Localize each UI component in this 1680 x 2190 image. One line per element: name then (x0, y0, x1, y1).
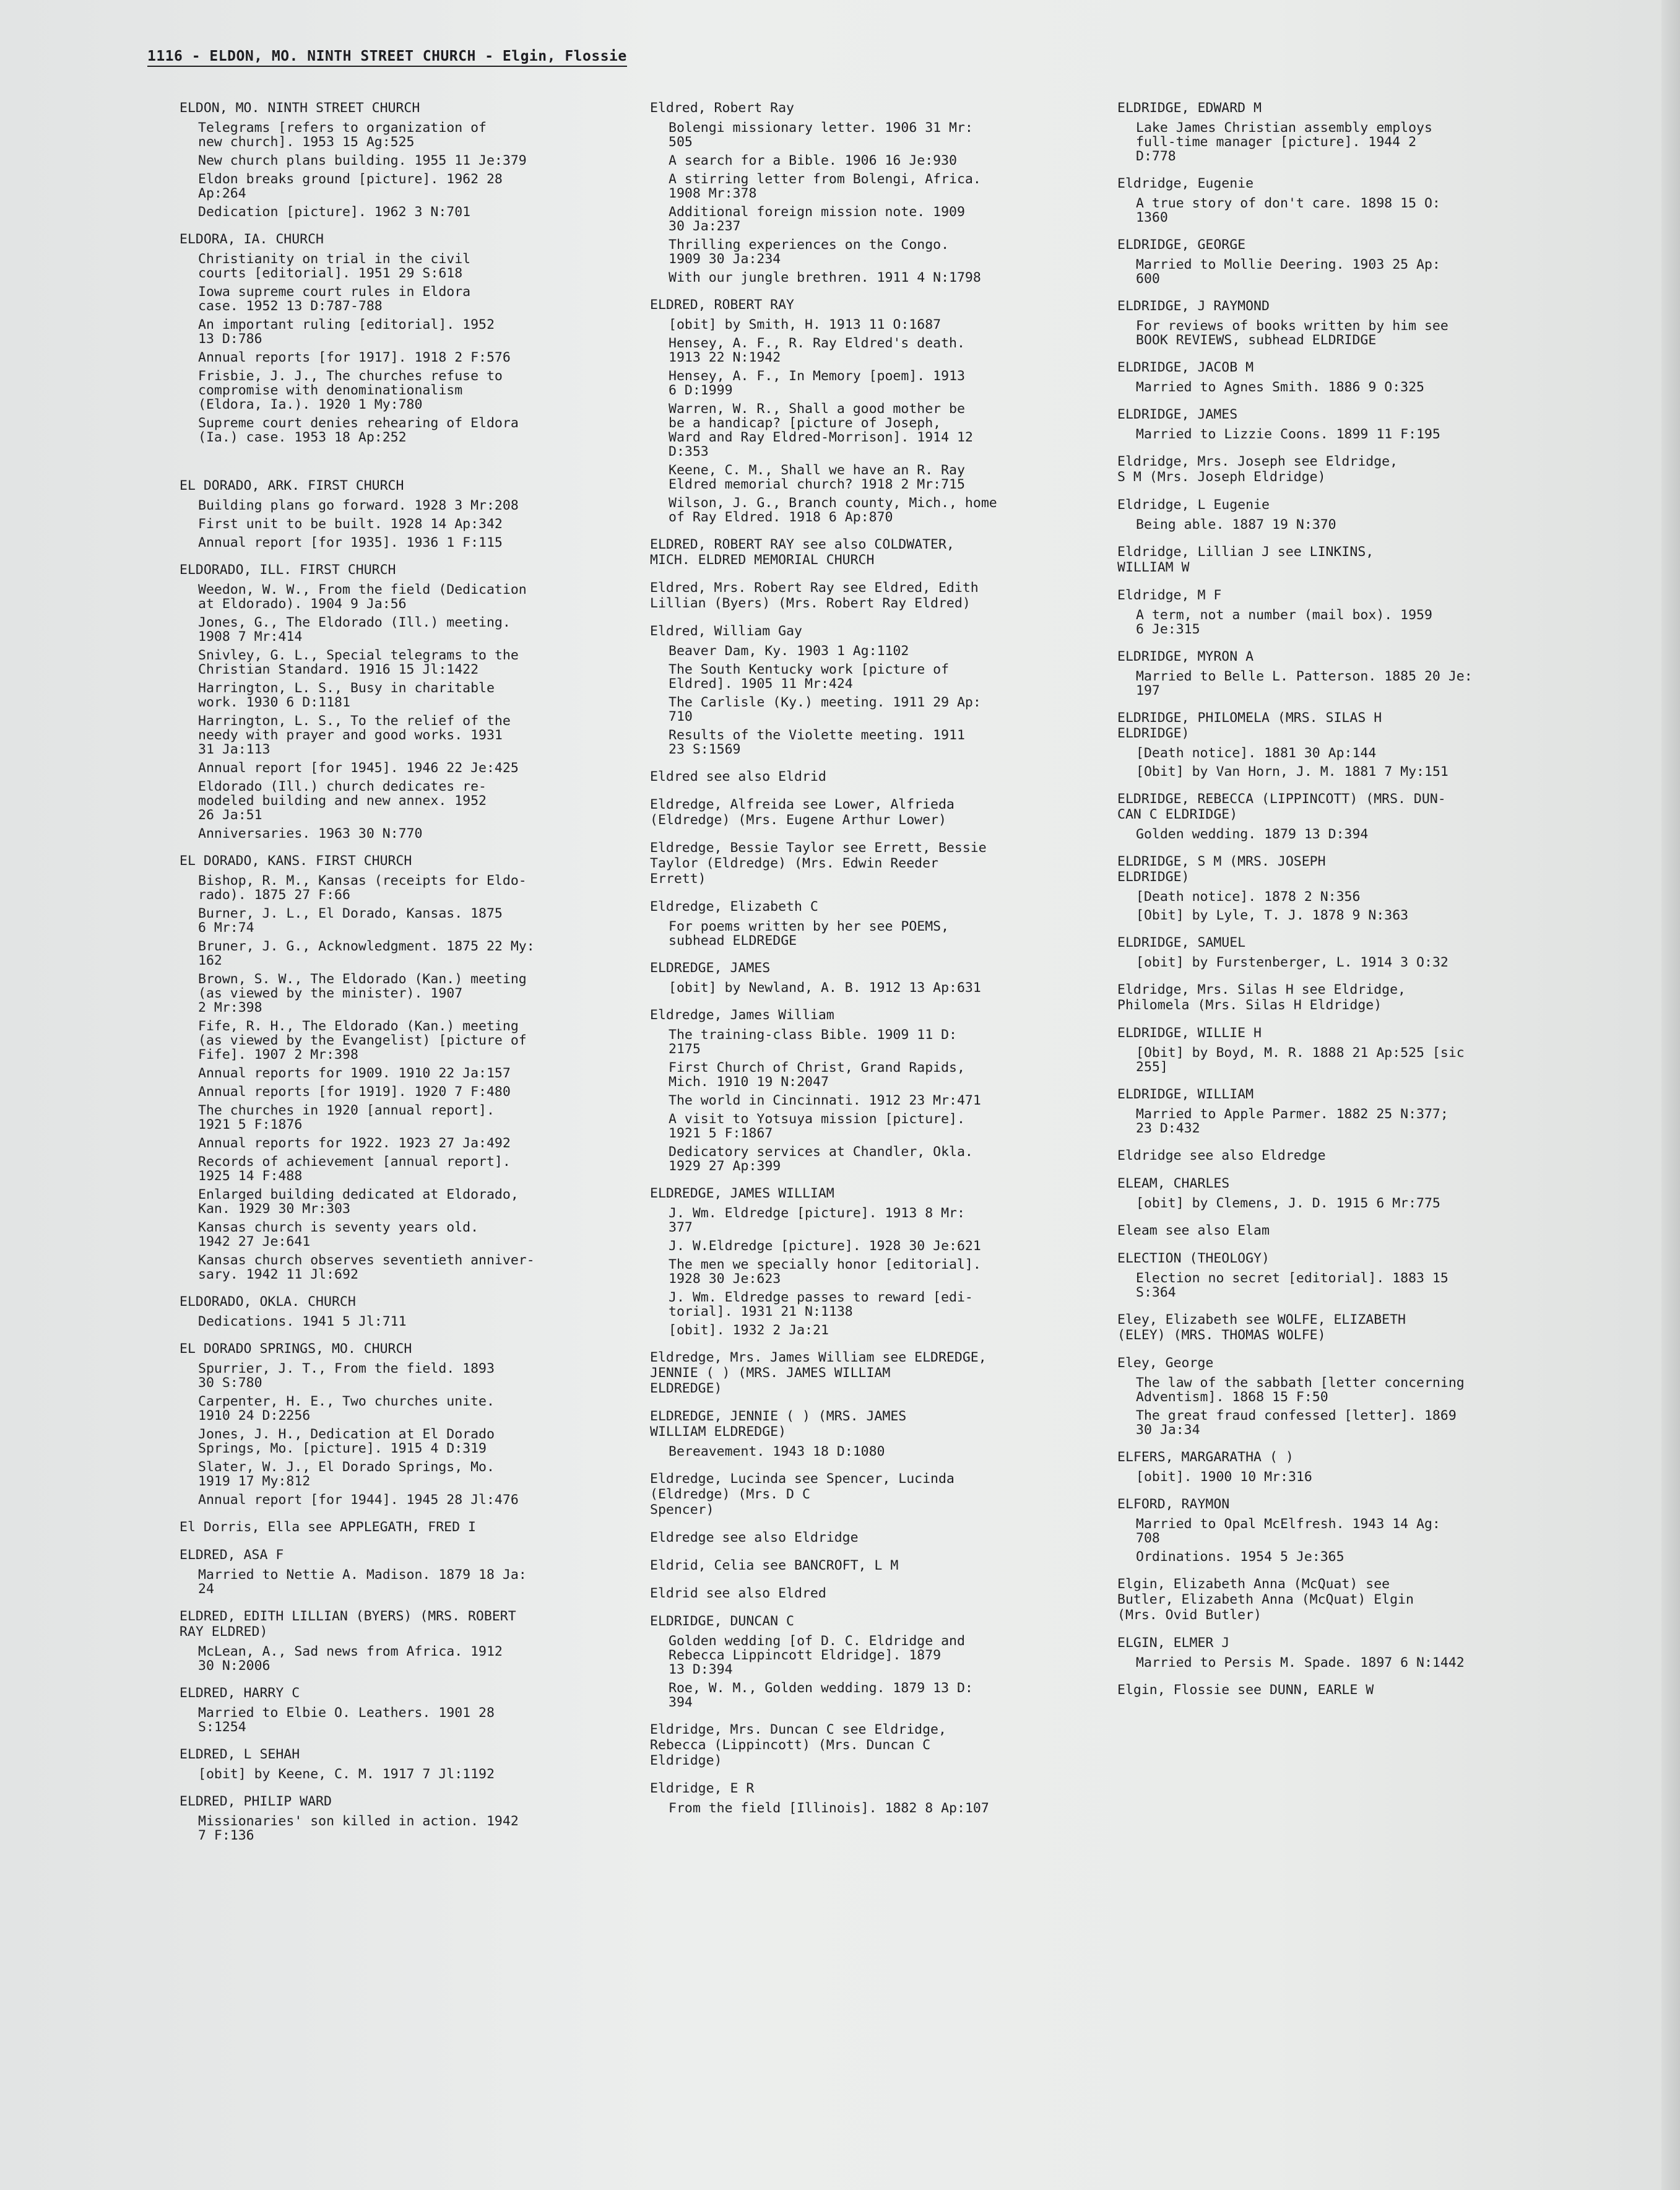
index-entry (180, 100, 625, 219)
entry-citation: The training-class Bible. 1909 11 D: 2175 (669, 1027, 957, 1057)
entry-citation: Missionaries' son killed in action. 1942 7 F:136 (198, 1814, 519, 1843)
entry-heading: Eldredge, James William (650, 1007, 834, 1023)
index-entry (650, 624, 1083, 757)
index-entry (1117, 1312, 1575, 1343)
entry-heading: ELDRED, ROBERT RAY (650, 297, 794, 313)
entry-citation: Eldorado (Ill.) church dedicates re- modeled building and new annex. 1952 26 Ja:51 (198, 779, 487, 823)
index-entry (650, 960, 1083, 995)
index-entry (1117, 497, 1575, 532)
entry-citation: [obit]. 1900 10 Mr:316 (1136, 1469, 1312, 1485)
entry-citation: Carpenter, H. E., Two churches unite. 1910 24 D:2256 (198, 1394, 495, 1423)
index-entry (180, 1747, 625, 1781)
entry-citation: Annual reports for 1922. 1923 27 Ja:492 (198, 1136, 511, 1151)
entry-citation: Christianity on trial in the civil courts [editorial]. 1951 29 S:618 (198, 251, 471, 281)
entry-citation: The law of the sabbath [letter concerning Adventism]. 1868 15 F:50 (1136, 1375, 1465, 1405)
index-entry (1117, 588, 1575, 637)
entry-citation: Married to Persis M. Spade. 1897 6 N:1442 (1136, 1655, 1465, 1671)
entry-citation: [Death notice]. 1881 30 Ap:144 (1136, 745, 1377, 761)
entry-citation: Warren, W. R., Shall a good mother be be a handicap? [picture of Joseph, Ward and Ray Eldred-Morrison]. 1914 12 D:353 (669, 401, 973, 459)
entry-citation: J. Wm. Eldredge [picture]. 1913 8 Mr: 377 (669, 1206, 965, 1235)
entry-heading: ELGIN, ELMER J (1117, 1635, 1230, 1651)
index-entry (650, 840, 1083, 887)
entry-heading: ELDRIDGE, REBECCA (LIPPINCOTT) (MRS. DUN- CAN C ELDRIDGE) (1117, 791, 1446, 822)
entry-heading: Eldredge, Elizabeth C (650, 899, 818, 915)
entry-heading: ELDRED, ASA F (180, 1547, 284, 1563)
entry-citation: Married to Nettie A. Madison. 1879 18 Ja: 24 (198, 1567, 527, 1597)
index-entry (1117, 791, 1575, 841)
entry-citation: Married to Agnes Smith. 1886 9 O:325 (1136, 380, 1424, 395)
index-entry (1117, 298, 1575, 347)
entry-heading: El Dorris, Ella see APPLEGATH, FRED I (180, 1519, 476, 1535)
index-entry (650, 769, 1083, 784)
entry-heading: Eldred see also Eldrid (650, 769, 826, 784)
entry-citation: Married to Apple Parmer. 1882 25 N:377; 23 D:432 (1136, 1106, 1448, 1136)
index-entry (650, 1530, 1083, 1545)
index-entry (180, 232, 625, 445)
entry-heading: EL DORADO SPRINGS, MO. CHURCH (180, 1341, 412, 1357)
index-entry (1117, 1087, 1575, 1136)
entry-citation: The men we specially honor [editorial]. 1928 30 Je:623 (669, 1257, 981, 1287)
entry-heading: ELEAM, CHARLES (1117, 1176, 1230, 1191)
index-entry (650, 537, 1083, 568)
index-entry (1117, 854, 1575, 923)
entry-heading: Eldridge, Mrs. Joseph see Eldridge, S M (Mrs. Joseph Eldridge) (1117, 454, 1398, 485)
entry-heading: ELDREDGE, JAMES (650, 960, 771, 976)
index-entry (650, 1614, 1083, 1710)
index-entry (1117, 407, 1575, 441)
entry-citation: Being able. 1887 19 N:370 (1136, 517, 1336, 532)
index-entry (650, 1007, 1083, 1173)
entry-heading: ELDREDGE, JAMES WILLIAM (650, 1186, 834, 1201)
entry-citation: Kansas church observes seventieth anniver- sary. 1942 11 Jl:692 (198, 1253, 535, 1282)
entry-heading: Eldrid see also Eldred (650, 1586, 826, 1601)
index-entry (1117, 1148, 1575, 1163)
entry-citation: Dedications. 1941 5 Jl:711 (198, 1314, 407, 1329)
page-header: 1116 - ELDON, MO. NINTH STREET CHURCH - Elgin, Flossie (147, 48, 627, 67)
entry-heading: ELDRED, ROBERT RAY see also COLDWATER, MICH. ELDRED MEMORIAL CHURCH (650, 537, 955, 568)
entry-citation: A true story of don't care. 1898 15 O: 1360 (1136, 196, 1440, 225)
entry-heading: ELDRIDGE, J RAYMOND (1117, 298, 1270, 314)
entry-heading: ELDRED, L SEHAH (180, 1747, 300, 1762)
index-entry (1117, 1223, 1575, 1238)
entry-citation: Lake James Christian assembly employs full-time manager [picture]. 1944 2 D:778 (1136, 120, 1432, 164)
index-entry (1117, 1576, 1575, 1623)
entry-citation: Bishop, R. M., Kansas (receipts for Eldo- rado). 1875 27 F:66 (198, 873, 527, 903)
entry-heading: Eldredge, Bessie Taylor see Errett, Bessie Taylor (Eldredge) (Mrs. Edwin Reeder Errett) (650, 840, 987, 887)
index-entry (650, 899, 1083, 948)
entry-citation: Married to Mollie Deering. 1903 25 Ap: 600 (1136, 257, 1440, 287)
entry-citation: Hensey, A. F., R. Ray Eldred's death. 1913 22 N:1942 (669, 336, 965, 365)
entry-citation: A visit to Yotsuya mission [picture]. 1921 5 F:1867 (669, 1111, 965, 1141)
entry-citation: Annual report [for 1945]. 1946 22 Je:425 (198, 760, 519, 776)
entry-citation: Annual report [for 1944]. 1945 28 Jl:476 (198, 1492, 519, 1508)
entry-heading: ELFORD, RAYMON (1117, 1497, 1230, 1512)
entry-heading: ELDRIDGE, SAMUEL (1117, 935, 1246, 950)
entry-citation: New church plans building. 1955 11 Je:379 (198, 153, 527, 168)
entry-citation: [Death notice]. 1878 2 N:356 (1136, 889, 1361, 905)
index-entry (180, 853, 625, 1282)
entry-citation: Anniversaries. 1963 30 N:770 (198, 826, 423, 841)
index-entry (1117, 710, 1575, 779)
entry-citation: With our jungle brethren. 1911 4 N:1798 (669, 270, 981, 285)
entry-heading: ELDRIDGE, DUNCAN C (650, 1614, 794, 1629)
entry-heading: Elgin, Flossie see DUNN, EARLE W (1117, 1682, 1374, 1698)
entry-citation: Jones, G., The Eldorado (Ill.) meeting. 1908 7 Mr:414 (198, 615, 511, 645)
entry-citation: Dedication [picture]. 1962 3 N:701 (198, 204, 471, 220)
entry-citation: Golden wedding. 1879 13 D:394 (1136, 827, 1369, 842)
entry-citation: Bruner, J. G., Acknowledgment. 1875 22 My: 162 (198, 939, 535, 968)
index-entry (1117, 1251, 1575, 1300)
entry-heading: ELDRED, HARRY C (180, 1685, 300, 1701)
entry-citation: A stirring letter from Bolengi, Africa. 1908 Mr:378 (669, 172, 981, 201)
entry-citation: An important ruling [editorial]. 1952 13 D:786 (198, 317, 495, 347)
entry-citation: Additional foreign mission note. 1909 30 Ja:237 (669, 204, 965, 234)
entry-heading: Eldred, William Gay (650, 624, 802, 639)
index-entry (650, 1186, 1083, 1337)
entry-citation: A search for a Bible. 1906 16 Je:930 (669, 153, 957, 168)
entry-citation: Harrington, L. S., Busy in charitable work. 1930 6 D:1181 (198, 680, 495, 710)
index-entry (650, 297, 1083, 524)
index-entry (1117, 237, 1575, 286)
entry-citation: [Obit] by Lyle, T. J. 1878 9 N:363 (1136, 908, 1409, 923)
entry-citation: Harrington, L. S., To the relief of the needy with prayer and good works. 1931 31 Ja:113 (198, 713, 511, 757)
entry-heading: ELDORA, IA. CHURCH (180, 232, 324, 247)
entry-citation: Slater, W. J., El Dorado Springs, Mo. 1919 17 My:812 (198, 1459, 495, 1489)
entry-citation: Married to Opal McElfresh. 1943 14 Ag: 708 (1136, 1516, 1440, 1546)
index-entry (650, 1409, 1083, 1459)
entry-heading: Eldredge, Lucinda see Spencer, Lucinda (Eldredge) (Mrs. D C Spencer) (650, 1471, 955, 1518)
entry-heading: Eldred, Mrs. Robert Ray see Eldred, Edith Lillian (Byers) (Mrs. Robert Ray Eldred) (650, 580, 979, 611)
entry-citation: Bereavement. 1943 18 D:1080 (669, 1444, 885, 1459)
index-entry (650, 100, 1083, 285)
entry-heading: Eldridge, E R (650, 1781, 755, 1796)
index-entry (650, 1586, 1083, 1601)
entry-citation: Building plans go forward. 1928 3 Mr:208 (198, 498, 519, 513)
entry-heading: EL DORADO, ARK. FIRST CHURCH (180, 478, 404, 493)
entry-heading: Eldredge, Mrs. James William see ELDREDGE, JENNIE ( ) (MRS. JAMES WILLIAM ELDREDGE) (650, 1350, 987, 1396)
entry-citation: Enlarged building dedicated at Eldorado, Kan. 1929 30 Mr:303 (198, 1187, 519, 1217)
index-entry (180, 1519, 625, 1535)
entry-heading: Eldridge, Eugenie (1117, 176, 1254, 191)
entry-citation: Snivley, G. L., Special telegrams to the Christian Standard. 1916 15 Jl:1422 (198, 648, 519, 677)
index-entry (650, 1350, 1083, 1396)
entry-heading: ELDRIDGE, WILLIE H (1117, 1025, 1262, 1041)
entry-citation: Hensey, A. F., In Memory [poem]. 1913 6 D:1999 (669, 368, 965, 398)
index-entry (1117, 1176, 1575, 1210)
index-entry (1117, 1497, 1575, 1564)
entry-heading: ELDRIDGE, EDWARD M (1117, 100, 1262, 116)
entry-heading: ELECTION (THEOLOGY) (1117, 1251, 1270, 1266)
index-entry (180, 1794, 625, 1843)
entry-citation: For poems written by her see POEMS, subhead ELDREDGE (669, 919, 950, 949)
entry-heading: Eldridge, Mrs. Duncan C see Eldridge, Rebecca (Lippincott) (Mrs. Duncan C Eldridge) (650, 1722, 946, 1768)
index-entry (650, 580, 1083, 611)
entry-heading: ELDRIDGE, JAMES (1117, 407, 1238, 422)
entry-citation: Bolengi missionary letter. 1906 31 Mr: 505 (669, 120, 973, 150)
index-entry (650, 1722, 1083, 1768)
entry-heading: ELDRIDGE, PHILOMELA (MRS. SILAS H ELDRIDGE) (1117, 710, 1382, 741)
entry-citation: For reviews of books written by him see BOOK REVIEWS, subhead ELDRIDGE (1136, 318, 1448, 348)
entry-heading: Eldrid, Celia see BANCROFT, L M (650, 1558, 899, 1573)
entry-heading: ELDRIDGE, GEORGE (1117, 237, 1246, 253)
entry-heading: ELDRED, PHILIP WARD (180, 1794, 332, 1809)
entry-citation: The churches in 1920 [annual report]. 1921 5 F:1876 (198, 1103, 495, 1132)
entry-heading: Eldred, Robert Ray (650, 100, 794, 116)
entry-citation: The Carlisle (Ky.) meeting. 1911 29 Ap: 710 (669, 695, 981, 724)
index-entry (1117, 1025, 1575, 1074)
entry-citation: [obit] by Newland, A. B. 1912 13 Ap:631 (669, 980, 981, 996)
entry-citation: Annual reports [for 1917]. 1918 2 F:576 (198, 350, 511, 365)
entry-citation: Wilson, J. G., Branch county, Mich., home of Ray Eldred. 1918 6 Ap:870 (669, 495, 997, 525)
index-entry (180, 478, 625, 550)
entry-citation: [obit] by Smith, H. 1913 11 O:1687 (669, 317, 942, 332)
entry-citation: J. W.Eldredge [picture]. 1928 30 Je:621 (669, 1238, 981, 1254)
entry-heading: ELDRED, EDITH LILLIAN (BYERS) (MRS. ROBERT RAY ELDRED) (180, 1609, 516, 1640)
entry-heading: Eldridge, M F (1117, 588, 1222, 603)
entry-citation: Burner, J. L., El Dorado, Kansas. 1875 6 Mr:74 (198, 906, 503, 936)
entry-citation: Roe, W. M., Golden wedding. 1879 13 D: 394 (669, 1680, 973, 1710)
page-edge (1661, 0, 1680, 2190)
entry-citation: First Church of Christ, Grand Rapids, Mich. 1910 19 N:2047 (669, 1060, 965, 1090)
entry-heading: ELDORADO, OKLA. CHURCH (180, 1294, 356, 1310)
entry-citation: Jones, J. H., Dedication at El Dorado Springs, Mo. [picture]. 1915 4 D:319 (198, 1427, 495, 1456)
index-entry (1117, 1635, 1575, 1670)
entry-citation: [Obit] by Boyd, M. R. 1888 21 Ap:525 [sic 255] (1136, 1045, 1465, 1075)
entry-citation: Kansas church is seventy years old. 1942 27 Je:641 (198, 1220, 479, 1249)
entry-citation: McLean, A., Sad news from Africa. 1912 30 N:2006 (198, 1644, 503, 1674)
entry-citation: Iowa supreme court rules in Eldora case. 1952 13 D:787-788 (198, 284, 471, 314)
index-entry (180, 1685, 625, 1734)
entry-citation: A term, not a number (mail box). 1959 6 Je:315 (1136, 607, 1432, 637)
entry-citation: From the field [Illinois]. 1882 8 Ap:107 (669, 1801, 989, 1816)
index-entry (180, 1341, 625, 1507)
index-entry (1117, 1355, 1575, 1437)
entry-citation: Records of achievement [annual report]. 1925 14 F:488 (198, 1154, 511, 1184)
entry-citation: [Obit] by Van Horn, J. M. 1881 7 My:151 (1136, 764, 1448, 780)
index-entry (650, 1781, 1083, 1815)
entry-heading: Eldridge, Lillian J see LINKINS, WILLIAM W (1117, 544, 1374, 575)
entry-citation: Spurrier, J. T., From the field. 1893 30 S:780 (198, 1361, 495, 1391)
index-entry (650, 1558, 1083, 1573)
index-entry (180, 1547, 625, 1596)
index-entry (650, 797, 1083, 828)
entry-heading: ELDRIDGE, WILLIAM (1117, 1087, 1254, 1102)
index-entry (180, 562, 625, 841)
entry-heading: ELDON, MO. NINTH STREET CHURCH (180, 100, 420, 116)
entry-heading: ELDRIDGE, JACOB M (1117, 360, 1254, 375)
entry-citation: Frisbie, J. J., The churches refuse to compromise with denominationalism (Eldora, Ia.). 1920 1 My:780 (198, 368, 503, 412)
entry-citation: Election no secret [editorial]. 1883 15 S:364 (1136, 1271, 1448, 1300)
entry-citation: Dedicatory services at Chandler, Okla. 1929 27 Ap:399 (669, 1144, 973, 1174)
index-entry (1117, 100, 1575, 163)
entry-citation: Married to Belle L. Patterson. 1885 20 Je: 197 (1136, 669, 1473, 698)
entry-heading: Eldredge, Alfreida see Lower, Alfrieda (Eldredge) (Mrs. Eugene Arthur Lower) (650, 797, 955, 828)
entry-citation: Supreme court denies rehearing of Eldora (Ia.) case. 1953 18 Ap:252 (198, 415, 519, 445)
entry-citation: Married to Elbie O. Leathers. 1901 28 S:1254 (198, 1705, 495, 1735)
index-entry (1117, 982, 1575, 1013)
entry-citation: Eldon breaks ground [picture]. 1962 28 Ap:264 (198, 172, 503, 201)
index-entry (1117, 935, 1575, 970)
entry-heading: ELDORADO, ILL. FIRST CHURCH (180, 562, 396, 578)
index-entry (1117, 544, 1575, 575)
entry-heading: Eley, George (1117, 1355, 1214, 1371)
index-entry (1117, 649, 1575, 698)
entry-heading: EL DORADO, KANS. FIRST CHURCH (180, 853, 412, 869)
entry-heading: Eley, Elizabeth see WOLFE, ELIZABETH (ELEY) (MRS. THOMAS WOLFE) (1117, 1312, 1406, 1343)
entry-citation: Annual reports [for 1919]. 1920 7 F:480 (198, 1084, 511, 1100)
index-entry (1117, 176, 1575, 225)
entry-heading: Eldredge see also Eldridge (650, 1530, 859, 1545)
entry-heading: Eldridge, Mrs. Silas H see Eldridge, Philomela (Mrs. Silas H Eldridge) (1117, 982, 1406, 1013)
index-entry (650, 1471, 1083, 1518)
entry-citation: [obit]. 1932 2 Ja:21 (669, 1323, 829, 1338)
entry-heading: Eldridge, L Eugenie (1117, 497, 1270, 513)
entry-citation: [obit] by Clemens, J. D. 1915 6 Mr:775 (1136, 1196, 1440, 1211)
entry-citation: The world in Cincinnati. 1912 23 Mr:471 (669, 1093, 981, 1108)
index-entry (1117, 454, 1575, 485)
entry-heading: ELFERS, MARGARATHA ( ) (1117, 1449, 1294, 1465)
entry-citation: Golden wedding [of D. C. Eldridge and Rebecca Lippincott Eldridge]. 1879 13 D:394 (669, 1633, 965, 1677)
entry-citation: Brown, S. W., The Eldorado (Kan.) meeting (as viewed by the minister). 1907 2 Mr:398 (198, 971, 527, 1015)
index-column-2 (650, 100, 1083, 1828)
entry-heading: Eldridge see also Eldredge (1117, 1148, 1326, 1163)
index-entry (1117, 1682, 1575, 1698)
entry-citation: Married to Lizzie Coons. 1899 11 F:195 (1136, 427, 1440, 442)
entry-citation: Telegrams [refers to organization of new church]. 1953 15 Ag:525 (198, 120, 487, 150)
entry-citation: Keene, C. M., Shall we have an R. Ray Eldred memorial church? 1918 2 Mr:715 (669, 463, 965, 492)
entry-heading: ELDREDGE, JENNIE ( ) (MRS. JAMES WILLIAM ELDREDGE) (650, 1409, 907, 1440)
entry-citation: Fife, R. H., The Eldorado (Kan.) meeting (as viewed by the Evangelist) [picture of Fife]. 1907 2 Mr:398 (198, 1019, 527, 1062)
index-entry (1117, 1449, 1575, 1484)
entry-citation: Results of the Violette meeting. 1911 23 S:1569 (669, 728, 965, 757)
index-entry (180, 1609, 625, 1673)
index-column-3 (1117, 100, 1575, 1710)
entry-citation: [obit] by Keene, C. M. 1917 7 Jl:1192 (198, 1766, 495, 1782)
entry-citation: J. Wm. Eldredge passes to reward [edi- torial]. 1931 21 N:1138 (669, 1290, 973, 1319)
entry-citation: Annual report [for 1935]. 1936 1 F:115 (198, 535, 503, 550)
entry-citation: [obit] by Furstenberger, L. 1914 3 O:32 (1136, 955, 1448, 970)
entry-heading: Eleam see also Elam (1117, 1223, 1270, 1238)
index-column-1 (180, 100, 625, 1855)
entry-heading: ELDRIDGE, S M (MRS. JOSEPH ELDRIDGE) (1117, 854, 1326, 885)
index-entry (180, 1294, 625, 1329)
entry-citation: The South Kentucky work [picture of Eldred]. 1905 11 Mr:424 (669, 662, 950, 692)
entry-citation: Annual reports for 1909. 1910 22 Ja:157 (198, 1066, 511, 1081)
entry-citation: The great fraud confessed [letter]. 1869 30 Ja:34 (1136, 1408, 1457, 1438)
entry-heading: Elgin, Elizabeth Anna (McQuat) see Butler, Elizabeth Anna (McQuat) Elgin (Mrs. Ovid Butler) (1117, 1576, 1414, 1623)
entry-citation: Weedon, W. W., From the field (Dedication at Eldorado). 1904 9 Ja:56 (198, 582, 527, 612)
entry-heading: ELDRIDGE, MYRON A (1117, 649, 1254, 664)
entry-citation: Ordinations. 1954 5 Je:365 (1136, 1549, 1344, 1565)
entry-citation: Thrilling experiences on the Congo. 1909 30 Ja:234 (669, 237, 950, 267)
index-entry (1117, 360, 1575, 394)
entry-citation: Beaver Dam, Ky. 1903 1 Ag:1102 (669, 643, 909, 659)
entry-citation: First unit to be built. 1928 14 Ap:342 (198, 516, 503, 532)
